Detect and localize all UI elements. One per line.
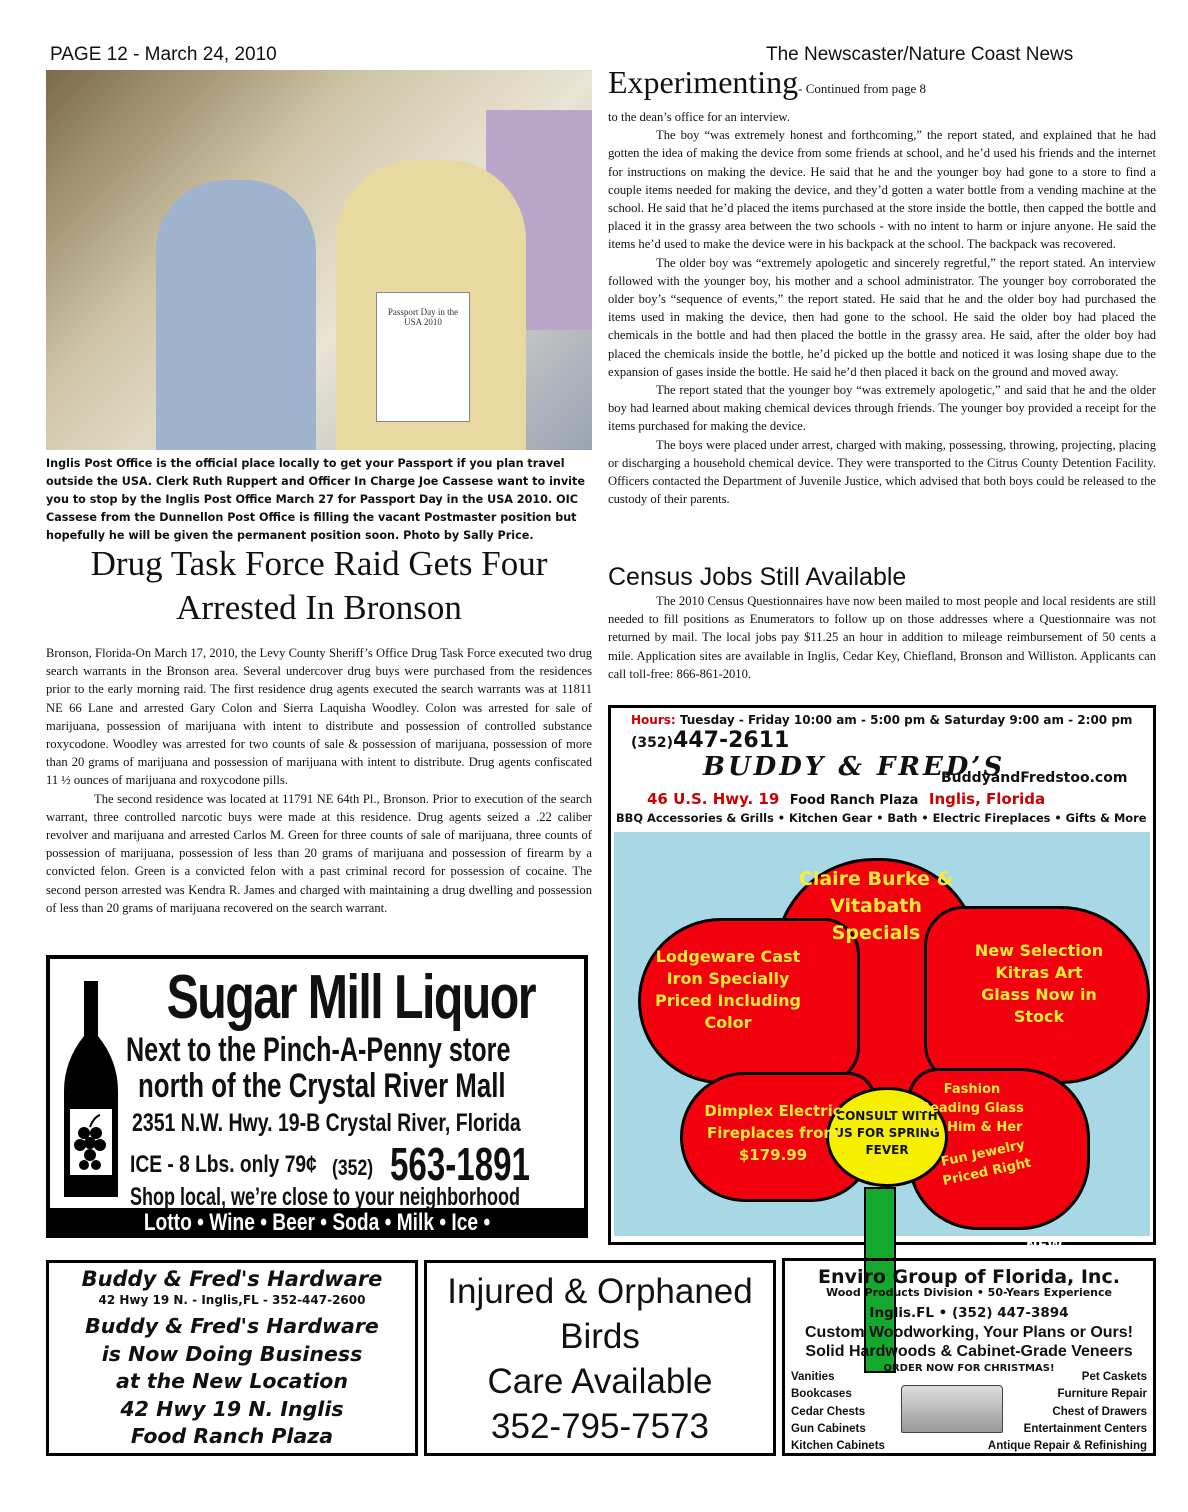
- special-kitras: New Selection Kitras Art Glass Now in Stock: [974, 941, 1104, 1026]
- birds-line: Injured & Orphaned: [447, 1272, 753, 1311]
- birds-care-ad: [424, 1260, 776, 1456]
- page-number-date: PAGE 12 - March 24, 2010: [50, 44, 277, 65]
- enviro-products-right: Pet Caskets Furniture Repair Chest of Drawers Entertainment Centers Antique Repair & Refinishing: [987, 1371, 1147, 1453]
- buddy-freds-ad: [608, 705, 1156, 1254]
- hardware-ad: [46, 1260, 418, 1456]
- drug-paragraph: Bronson, Florida-On March 17, 2010, the Levy County Sheriff’s Office Drug Task Force executed two drug search warrants in the Bronson area. Several undercover drug buys were purchased from the residences prior to the early morning raid. The first residence drug agents executed the search warrants was at 11811 NE 66 Lane and arrested Gary Colon and Sierra Laquisha Woodley. Colon was arrested for sale of marijuana, possession of marijuana with intent to distribute and possession of controlled substance roxycodone. Woodley was arrested for two counts of sale & possession of marijuana, possession of more than 20 grams of marijuana and possession of marijuana with intent to distribute. Drug agents confiscated 11 ½ ounces of marijuana and roxycodone pills.: [46, 646, 592, 788]
- sugar-mill-title: Sugar Mill Liquor: [166, 963, 536, 1032]
- store-website: BuddyandFredstoo.com: [941, 770, 1128, 786]
- exp-paragraph: The boys were placed under arrest, charged with making, possessing, throwing, projecting, placing or discharging a household chemical device. They were transported to the Citrus County Detention Facility. Officers contacted the Department of Juvenile Justice, which advised that both boys could be released to the custody of their parents.: [608, 437, 1156, 507]
- enviro-division: Wood Products Division • 50-Years Experience: [825, 1286, 1112, 1299]
- special-jewelry: Fun Jewelry Priced Right: [939, 1137, 1033, 1189]
- experimenting-article: [608, 108, 1156, 508]
- sugar-mill-phone: 563-1891: [390, 1138, 530, 1190]
- enviro-order-note: ORDER NOW FOR CHRISTMAS!: [883, 1363, 1055, 1374]
- census-article: [608, 592, 1156, 683]
- buddy-freds-logo: BUDDY & FRED’S: [703, 752, 1006, 782]
- hardware-title: Buddy & Fred's Hardware: [81, 1267, 383, 1291]
- sugar-mill-line: Next to the Pinch-A-Penny store: [126, 1031, 511, 1069]
- wine-bottle-icon: [60, 981, 122, 1201]
- publication-name: The Newscaster/Nature Coast News: [766, 44, 1074, 65]
- clerk-figure: [156, 180, 316, 450]
- census-headline: Census Jobs Still Available: [608, 563, 907, 591]
- sugar-mill-products: Lotto • Wine • Beer • Soda • Milk • Ice • Cigarettes: [143, 1209, 491, 1264]
- sugar-mill-address: 2351 N.W. Hwy. 19-B Crystal River, Florida: [132, 1109, 521, 1137]
- sugar-mill-area-code: (352): [332, 1155, 374, 1180]
- birds-phone: 352-795-7573: [491, 1407, 709, 1446]
- enviro-title: Enviro Group of Florida, Inc.: [818, 1266, 1120, 1288]
- store-categories: BBQ Accessories & Grills • Kitchen Gear • Bath • Electric Fireplaces • Gifts & More: [616, 811, 1147, 825]
- experimenting-headline: Experimenting- Continued from page 8: [608, 64, 926, 100]
- enviro-tagline: Custom Woodworking, Your Plans or Ours! Solid Hardwoods & Cabinet-Grade Veneers: [804, 1324, 1134, 1360]
- birds-line: Care Available: [487, 1362, 713, 1401]
- sugar-mill-line: north of the Crystal River Mall: [138, 1067, 506, 1105]
- hardware-message: Buddy & Fred's Hardware is Now Doing Business at the New Location 42 Hwy 19 N. Inglis Food Ranch Plaza: [85, 1314, 379, 1448]
- exp-paragraph: The report stated that the younger boy “was extremely apologetic,” and said that he and the older boy had learned about making chemical devices through friends. The younger boy provided a receipt for the items purchased for making the device.: [608, 383, 1156, 434]
- flower-illustration: [614, 832, 1150, 1254]
- special-lodgeware: Lodgeware Cast Iron Specially Priced Including Color: [655, 947, 801, 1032]
- passport-day-sign: Passport Day in the USA 2010: [376, 292, 470, 422]
- census-paragraph: The 2010 Census Questionnaires have now been mailed to most people and local residents are still needed to fill positions as Enumerators to follow up on those addresses where a Questionnaire was not returned by mail. The local jobs pay $11.25 an hour in addition to mileage reimbursement of 50 cents a mile. Application sites are available in Inglis, Cedar Key, Chiefland, Bronson and Williston. Applicants can call toll-free: 866-861-2010.: [608, 594, 1156, 681]
- enviro-products-left: Vanities Bookcases Cedar Chests Gun Cabinets Kitchen Cabinets: [791, 1371, 885, 1453]
- special-reading-glass: Fashion Reading Glass for Him & Her: [920, 1082, 1024, 1135]
- chest-icon: [901, 1385, 1003, 1433]
- enviro-contact: Inglis.FL • (352) 447-3894: [869, 1305, 1069, 1321]
- special-dimplex: Dimplex Electric Fireplaces from $179.99: [704, 1102, 842, 1164]
- enviro-group-ad: [782, 1258, 1156, 1456]
- drug-paragraph: The second residence was located at 11791 NE 64th Pl., Bronson. Prior to execution of the search warrant, three controlled narcotic buys were made at this residence. Drug agents seized a .22 caliber revolver and marijuana and arrested Carlos M. Green for three counts of sale of marijuana, three counts of possession of marijuana, possession of less than 20 grams of marijuana and possession of firearm by a convicted felon. Green is a convicted felon with a past criminal record for possession of cocaine. The second person arrested was Kendra R. James and charged with maintaining a drug dwelling and possession of less than 20 grams of marijuana recovered on the search warrant.: [46, 791, 592, 915]
- photo-caption: Inglis Post Office is the official place locally to get your Passport if you plan travel outside the USA. Clerk Ruth Ruppert and Officer In Charge Joe Cassese want to invite you to stop by the Inglis Post Office March 27 for Passport Day in the USA 2010. OIC Cassese from the Dunnellon Post Office is filling the vacant Postmaster position but hopefully he will be given the permanent position soon. Photo by Sally Price.: [46, 457, 585, 542]
- drug-article: [46, 644, 592, 917]
- new-badge: NEW: [1026, 1238, 1063, 1254]
- continued-note: - Continued from page 8: [798, 81, 926, 96]
- drug-headline: Drug Task Force Raid Gets Four Arrested In Bronson: [90, 544, 548, 627]
- store-address: 46 U.S. Hwy. 19 Food Ranch Plaza Inglis, Florida: [647, 790, 1046, 808]
- exp-paragraph: The boy “was extremely honest and forthcoming,” the report stated, and explained that he had gotten the idea of making the device from some friends at school, and he’d used his friends and the internet for instructions on making the device. He said that he and the younger boy had gone to a store to find a couple items needed for making the device, and they’d gotten a water bottle from a vending machine at the school. He said that he’d placed the items purchased at the store inside the bottle, then capped the bottle and placed it in the grassy area between the two schools - with no intent to harm or injure anyone. He said the items he’d used to make the device were in his backpack at the school. The backpack was recovered.: [608, 128, 1156, 252]
- flower-center: CONSULT WITH US FOR SPRING FEVER: [826, 1087, 948, 1187]
- birds-line: Birds: [560, 1317, 640, 1356]
- exp-paragraph: The older boy was “extremely apologetic and sincerely regretful,” the report stated. An interview followed with the younger boy, his mother and a school administrator. The younger boy corroborated the older boy’s “sequence of events,” the report stated. He said that he and the older boy had purchased the items used in making the device, then had gone to the school. He said the older boy had placed the chemicals in the bottle and had then placed the bottle in the grassy area. He said, after the older boy had placed the chemicals inside the bottle, he’d picked up the bottle and noticed it was losing shape due to the expansion of gases inside the bottle. He said he’d then placed it back on the ground and moved away.: [608, 255, 1156, 379]
- exp-paragraph: to the dean’s office for an interview.: [608, 110, 790, 124]
- sugar-mill-ad: [46, 955, 588, 1264]
- sugar-mill-ice: ICE - 8 Lbs. only 79¢: [130, 1151, 317, 1178]
- hardware-address: 42 Hwy 19 N. - Inglis,FL - 352-447-2600: [98, 1293, 366, 1307]
- store-phone: (352)447-2611: [631, 728, 790, 753]
- store-hours: Hours: Tuesday - Friday 10:00 am - 5:00 pm & Saturday 9:00 am - 2:00 pm: [631, 713, 1133, 727]
- sugar-mill-tagline: Shop local, we’re close to your neighborhood: [130, 1183, 521, 1211]
- special-claire-burke: Claire Burke & Vitabath Specials: [798, 868, 954, 944]
- post-office-photo: [46, 70, 592, 450]
